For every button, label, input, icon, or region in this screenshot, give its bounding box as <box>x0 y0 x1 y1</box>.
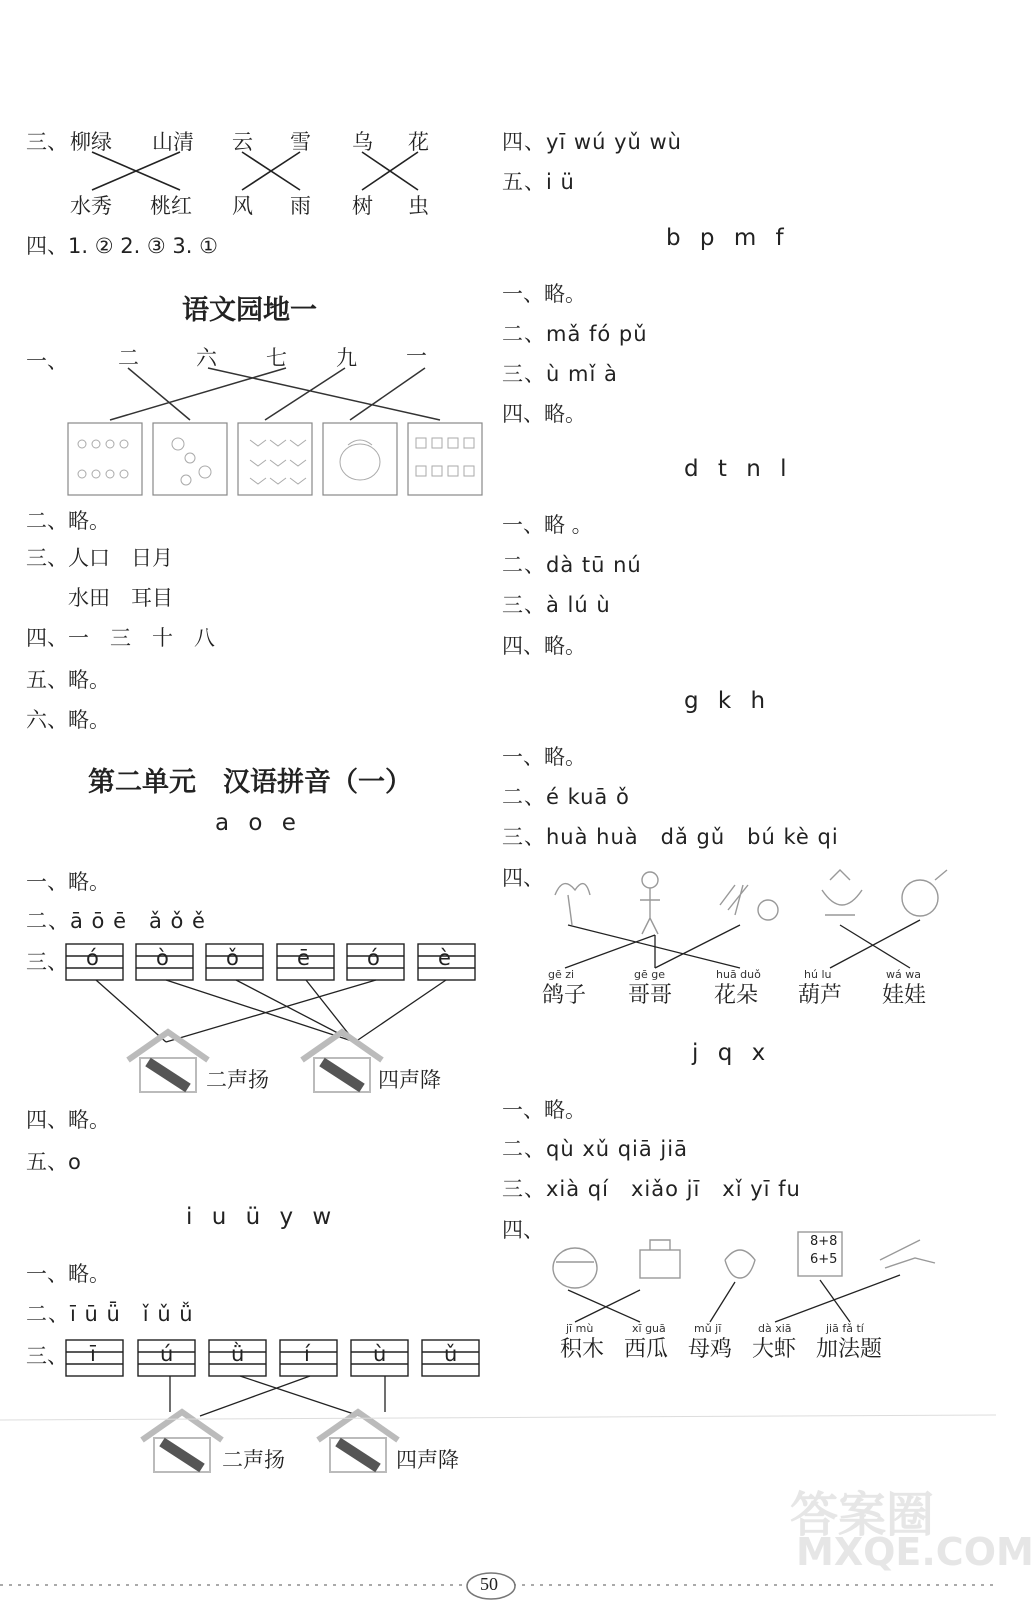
iu-box-6: ǔ <box>444 1342 459 1366</box>
yw-number-5: 一 <box>406 344 427 368</box>
gkh-word-2: 哥哥 <box>628 983 673 1008</box>
jqx-title: j q x <box>692 1040 772 1066</box>
unit-title: 第二单元 汉语拼音（一） <box>88 767 412 798</box>
yw-number-1: 二 <box>118 346 139 370</box>
iu-match-lines <box>170 1376 385 1416</box>
picture-boxes <box>68 423 482 495</box>
aoe-house-2-label: 四声降 <box>378 1068 441 1092</box>
gkh-er: 二、é kuā ǒ <box>502 785 630 809</box>
yw-number-4: 九 <box>336 346 357 370</box>
jqx-san: 三、xià qí xiǎo jī xǐ yī fu <box>502 1177 801 1201</box>
jqx-word-2-pinyin: xī guā <box>632 1322 666 1335</box>
san-top-4: 雪 <box>290 130 311 154</box>
aoe-box-4: ē <box>297 946 311 970</box>
yuwen-title: 语文园地一 <box>182 295 317 326</box>
jqx-math-1: 8+8 <box>810 1234 838 1249</box>
aoe-box-2: ò <box>156 946 170 970</box>
gkh-yi: 一、略。 <box>502 745 586 769</box>
gkh-match-lines <box>565 920 920 968</box>
iu-box-5: ù <box>373 1342 388 1366</box>
bpmf-si: 四、略。 <box>502 402 586 426</box>
iu-san-label: 三、 <box>26 1344 68 1368</box>
aoe-match-lines <box>96 980 446 1042</box>
jqx-word-3-pinyin: mǔ jī <box>694 1322 722 1335</box>
iu-box-2: ú <box>160 1342 175 1366</box>
san-bottom-4: 雨 <box>290 194 311 218</box>
iu-er: 二、ī ū ǖ ǐ ǔ ǚ <box>26 1302 194 1326</box>
yw-san-1: 三、人口 日月 <box>26 546 173 570</box>
bpmf-title: b p m f <box>666 225 790 251</box>
iu-title: i u ü y w <box>186 1204 338 1230</box>
iu-box-3: ǜ <box>231 1342 246 1366</box>
aoe-house-1-label: 二声扬 <box>206 1068 269 1092</box>
jqx-word-2: 西瓜 <box>624 1337 669 1362</box>
aoe-yi: 一、略。 <box>26 870 110 894</box>
dtnl-san: 三、à lú ù <box>502 593 611 617</box>
bpmf-san: 三、ù mǐ à <box>502 362 618 386</box>
jqx-match-lines <box>568 1275 900 1322</box>
jqx-word-1: 积木 <box>560 1337 605 1362</box>
aoe-box-3: ǒ <box>226 946 240 970</box>
aoe-title: a o e <box>215 810 302 836</box>
san-bottom-5: 树 <box>352 194 373 218</box>
picture-contents <box>78 438 474 485</box>
san-label: 三、 <box>26 130 68 154</box>
yw-number-2: 六 <box>196 346 217 370</box>
iu-box-4: í <box>304 1342 311 1366</box>
gkh-word-4-pinyin: hú lu <box>804 968 832 981</box>
jqx-word-5: 加法题 <box>816 1337 883 1362</box>
jqx-word-4: 大虾 <box>752 1337 797 1362</box>
watermark-url: MXQE.COM <box>796 1530 1034 1574</box>
jqx-math-2: 6+5 <box>810 1252 838 1267</box>
yw-san-2: 水田 耳目 <box>68 586 173 610</box>
watermark-logo: 答案圈 <box>790 1487 935 1543</box>
dtnl-si: 四、略。 <box>502 634 586 658</box>
top-si: 四、yī wú yǔ wù <box>502 130 682 154</box>
aoe-box-1: ó <box>86 946 100 970</box>
yw-number-3: 七 <box>266 346 287 370</box>
san-top-6: 花 <box>408 130 429 154</box>
jqx-word-1-pinyin: jī mù <box>566 1322 594 1335</box>
san-bottom-2: 桃红 <box>150 194 192 218</box>
aoe-er: 二、ā ō ē ǎ ǒ ě <box>26 909 206 933</box>
san-top-5: 乌 <box>352 130 373 154</box>
yw-yi-label: 一、 <box>26 349 68 373</box>
gkh-word-4: 葫芦 <box>798 983 843 1008</box>
gkh-word-1-pinyin: gē zi <box>548 968 575 981</box>
bpmf-yi: 一、略。 <box>502 282 586 306</box>
gkh-word-1: 鸽子 <box>542 983 587 1008</box>
aoe-box-5: ó <box>367 946 381 970</box>
gkh-word-3: 花朵 <box>714 983 759 1008</box>
si-answer: 四、1. ② 2. ③ 3. ① <box>26 234 218 258</box>
jqx-word-4-pinyin: dà xiā <box>758 1322 792 1335</box>
gkh-san: 三、huà huà dǎ gǔ bú kè qi <box>502 825 839 849</box>
bpmf-er: 二、mǎ fó pǔ <box>502 322 648 346</box>
page-number: 50 <box>480 1574 498 1594</box>
jqx-word-5-pinyin: jiā fǎ tí <box>826 1322 864 1335</box>
iu-box-frames <box>66 1340 479 1376</box>
san-top-1: 柳绿 <box>70 130 112 154</box>
gkh-word-3-pinyin: huā duǒ <box>716 968 761 981</box>
yw-er: 二、略。 <box>26 509 110 533</box>
san-bottom-6: 虫 <box>408 194 429 218</box>
jqx-yi: 一、略。 <box>502 1098 586 1122</box>
dtnl-title: d t n l <box>684 456 793 482</box>
iu-yi: 一、略。 <box>26 1262 110 1286</box>
gkh-word-2-pinyin: gē ge <box>634 968 665 981</box>
gkh-title: g k h <box>684 688 772 714</box>
jqx-word-3: 母鸡 <box>688 1337 733 1362</box>
san-bottom-1: 水秀 <box>70 194 112 218</box>
yw-liu: 六、略。 <box>26 708 110 732</box>
top-wu: 五、i ü <box>502 170 575 194</box>
iu-house-2-label: 四声降 <box>396 1448 459 1472</box>
gkh-si-label: 四、 <box>502 866 544 890</box>
jqx-pictures <box>553 1232 935 1288</box>
dtnl-er: 二、dà tū nú <box>502 553 642 577</box>
aoe-si: 四、略。 <box>26 1108 110 1132</box>
match-lines-yuwen <box>110 368 440 420</box>
jqx-si-label: 四、 <box>502 1218 544 1242</box>
iu-box-1: ī <box>90 1342 97 1366</box>
gkh-word-5-pinyin: wá wa <box>886 968 921 981</box>
yw-si: 四、一 三 十 八 <box>26 626 215 650</box>
aoe-box-6: è <box>438 946 452 970</box>
aoe-wu: 五、o <box>26 1150 81 1174</box>
jqx-er: 二、qù xǔ qiā jiā <box>502 1137 688 1161</box>
san-top-2: 山清 <box>152 130 194 154</box>
aoe-box-frames <box>66 944 475 980</box>
iu-house-1-label: 二声扬 <box>222 1448 285 1472</box>
gkh-pictures <box>555 870 947 934</box>
san-top-3: 云 <box>232 130 253 154</box>
gkh-word-5: 娃娃 <box>882 983 927 1008</box>
dtnl-yi: 一、略 。 <box>502 513 593 537</box>
yw-wu: 五、略。 <box>26 668 110 692</box>
aoe-san-label: 三、 <box>26 950 68 974</box>
san-bottom-3: 风 <box>232 194 253 218</box>
match-lines-san <box>92 152 418 190</box>
